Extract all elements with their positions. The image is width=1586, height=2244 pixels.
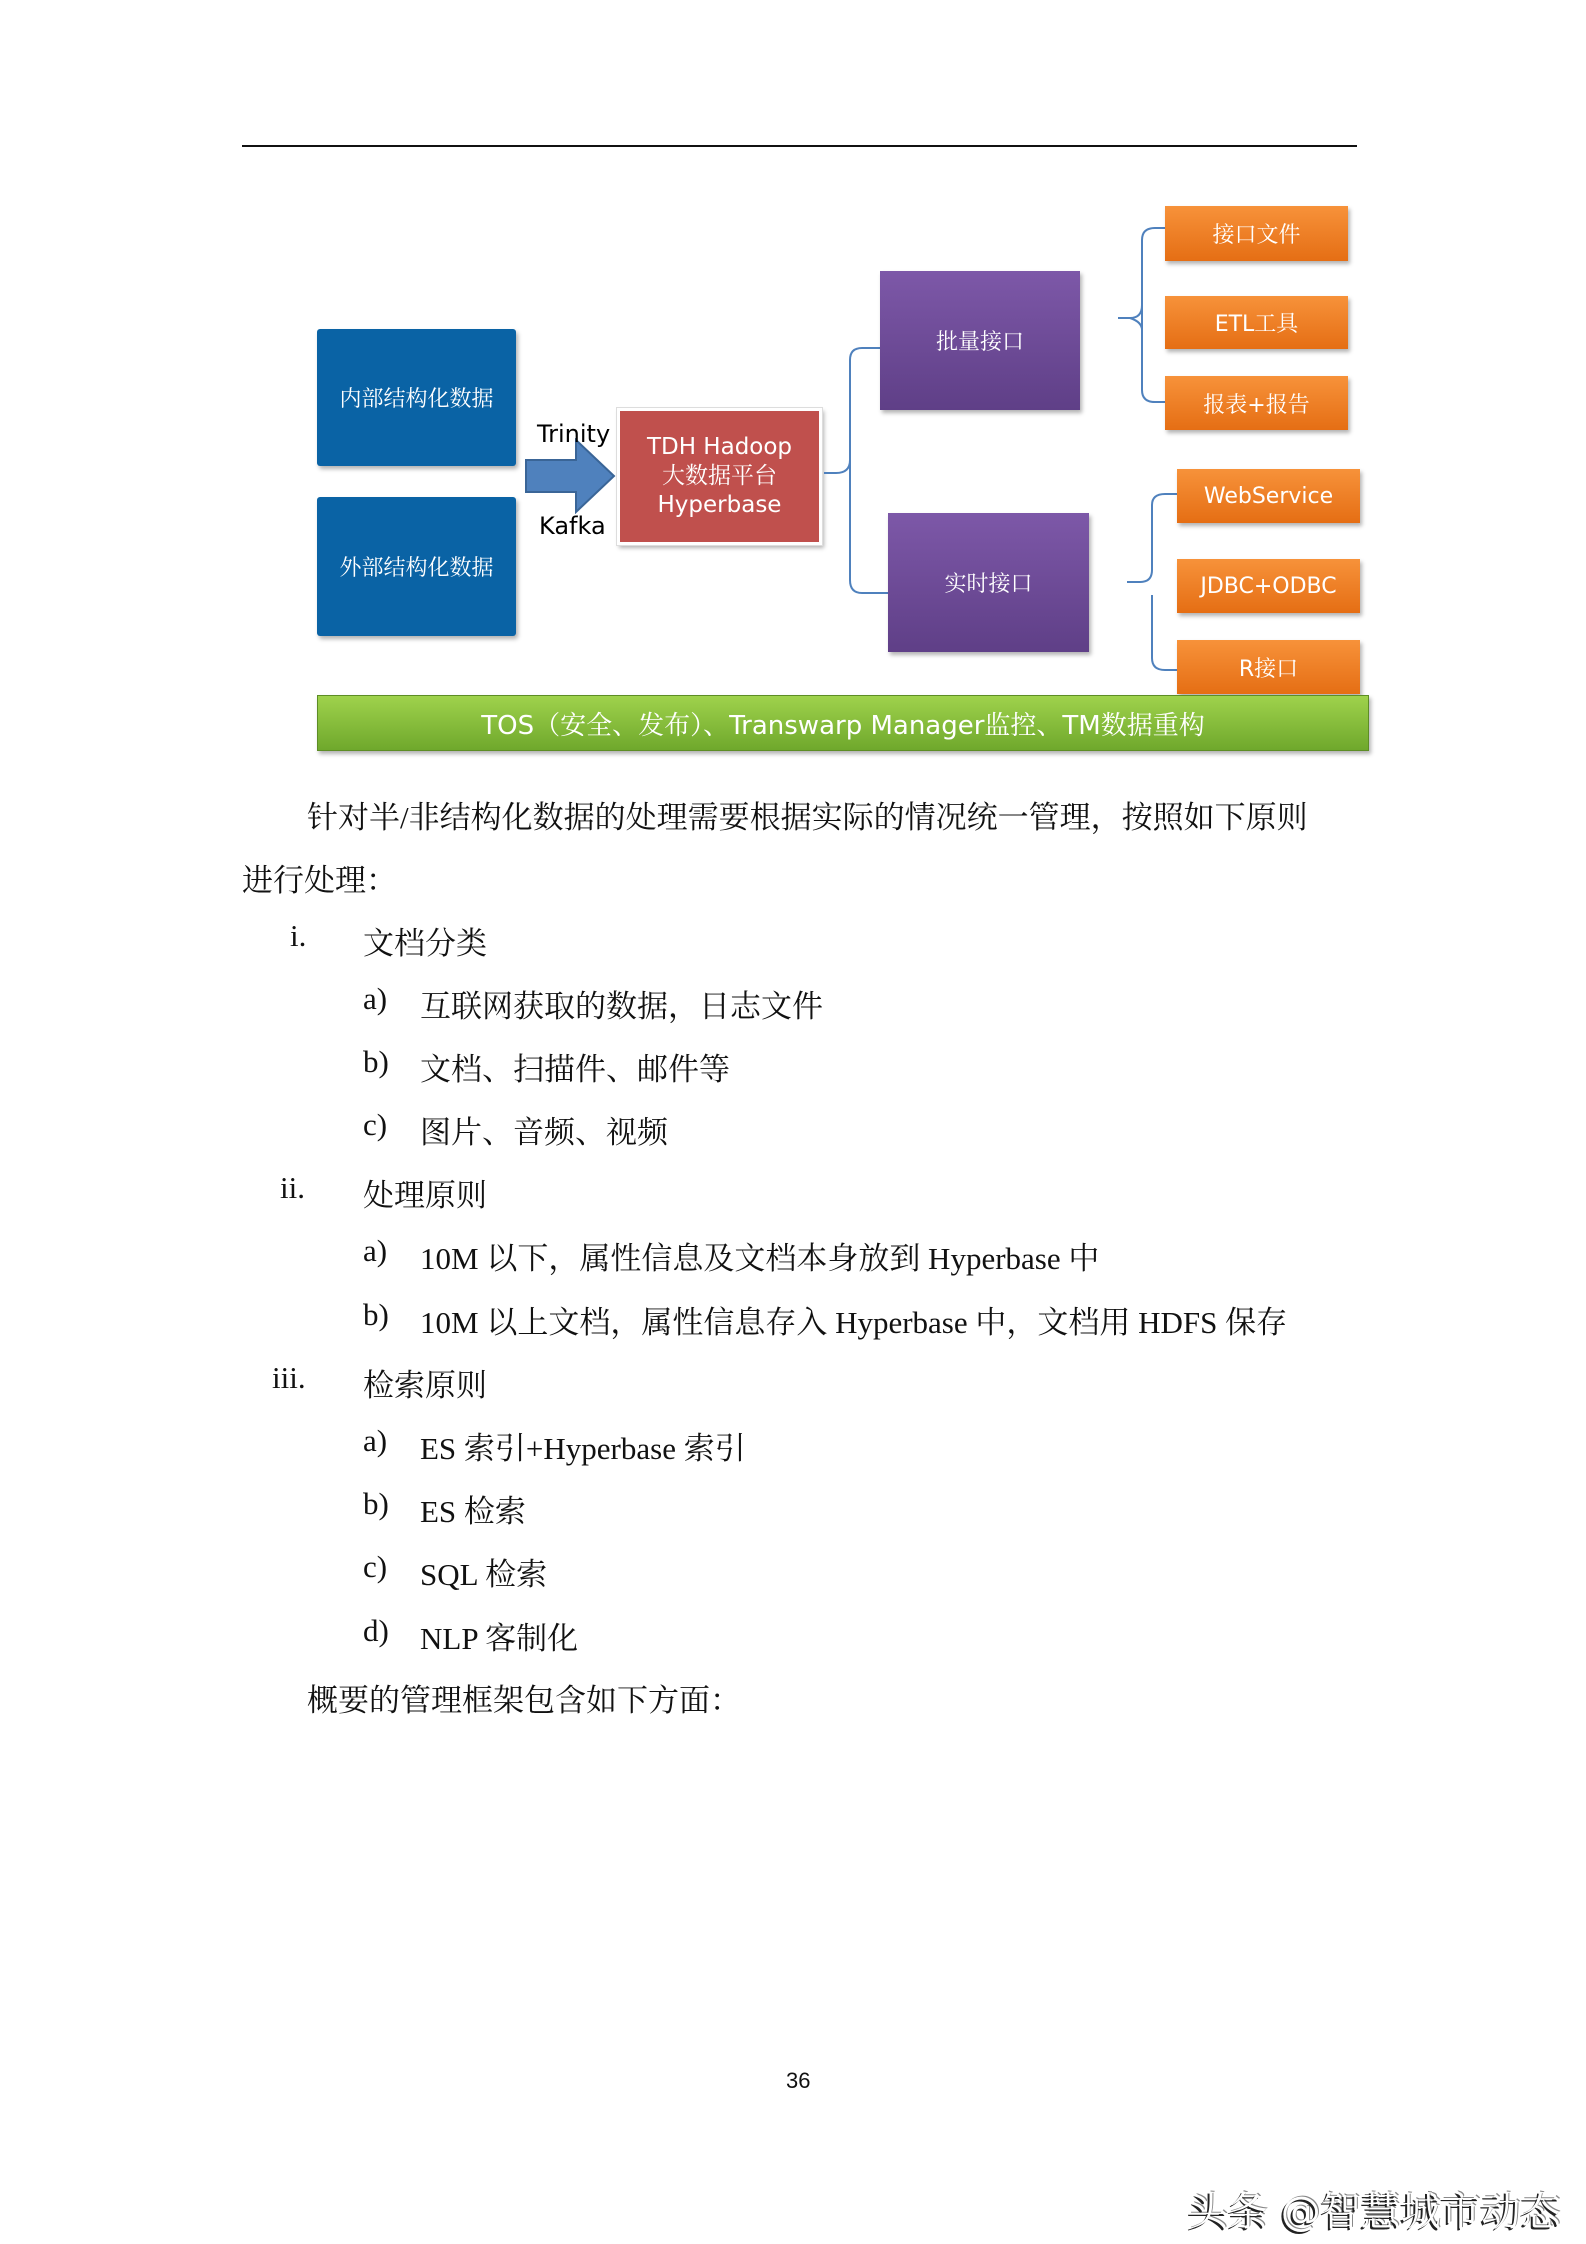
base-layer-bar xyxy=(317,695,1369,751)
item-text: 互联网获取的数据，日志文件 xyxy=(420,989,823,1024)
label: R接口 xyxy=(1238,656,1299,682)
item-text: ES 索引+Hyperbase 索引 xyxy=(420,1431,746,1466)
item-marker: a) xyxy=(363,1233,388,1268)
output-etl-tool xyxy=(1165,296,1348,349)
label: ETL工具 xyxy=(1214,312,1299,337)
section-title: 处理原则 xyxy=(363,1178,487,1213)
item-marker: b) xyxy=(363,1297,389,1332)
label: 内部结构化数据 xyxy=(339,387,494,412)
paragraph-line: 概要的管理框架包含如下方面： xyxy=(307,1683,741,1718)
output-jdbc-odbc xyxy=(1177,559,1360,613)
label: 报表+报告 xyxy=(1203,392,1310,418)
realtime-interface-box xyxy=(888,513,1089,652)
label: WebService xyxy=(1203,483,1334,509)
label: JDBC+ODBC xyxy=(1200,573,1337,599)
section-number: iii. xyxy=(272,1360,306,1395)
item-text: NLP 客制化 xyxy=(420,1621,579,1656)
paragraph-line: 针对半/非结构化数据的处理需要根据实际的情况统一管理，按照如下原则 xyxy=(307,800,1308,835)
label: TOS（安全、发布）、Transwarp Manager监控、TM数据重构 xyxy=(481,710,1205,741)
item-marker: c) xyxy=(363,1107,388,1142)
output-reports xyxy=(1165,376,1348,430)
item-text: 文档、扫描件、邮件等 xyxy=(420,1052,730,1087)
paragraph-line: 进行处理： xyxy=(242,863,397,898)
section-number: ii. xyxy=(280,1170,305,1205)
section-title: 文档分类 xyxy=(363,926,487,961)
item-text: 10M 以上文档，属性信息存入 Hyperbase 中，文档用 HDFS 保存 xyxy=(420,1305,1288,1340)
item-marker: a) xyxy=(363,981,388,1016)
page-number: 36 xyxy=(786,2068,811,2093)
trinity-label: Trinity xyxy=(537,420,611,448)
watermark: 头条 @智慧城市动态 xyxy=(1188,2189,1561,2235)
item-text: SQL 检索 xyxy=(420,1557,548,1592)
item-text: 图片、音频、视频 xyxy=(420,1115,668,1150)
item-marker: b) xyxy=(363,1486,389,1521)
item-marker: b) xyxy=(363,1044,389,1079)
section-number: i. xyxy=(290,918,307,953)
item-marker: d) xyxy=(363,1613,389,1648)
item-text: ES 检索 xyxy=(420,1494,526,1529)
label: 批量接口 xyxy=(935,330,1024,355)
label: 外部结构化数据 xyxy=(339,556,494,581)
batch-interface-box xyxy=(880,271,1080,410)
label: TDH Hadoop xyxy=(646,434,793,460)
item-marker: c) xyxy=(363,1549,388,1584)
label: 大数据平台 xyxy=(662,463,777,489)
label: 实时接口 xyxy=(944,572,1033,597)
output-r-interface xyxy=(1177,640,1360,694)
label: 接口文件 xyxy=(1212,223,1301,248)
section-title: 检索原则 xyxy=(363,1368,487,1403)
kafka-label: Kafka xyxy=(539,512,606,540)
output-webservice xyxy=(1177,469,1360,523)
item-marker: a) xyxy=(363,1423,388,1458)
output-file-interface xyxy=(1165,206,1348,261)
label: Hyperbase xyxy=(657,492,782,518)
item-text: 10M 以下，属性信息及文档本身放到 Hyperbase 中 xyxy=(420,1241,1100,1276)
